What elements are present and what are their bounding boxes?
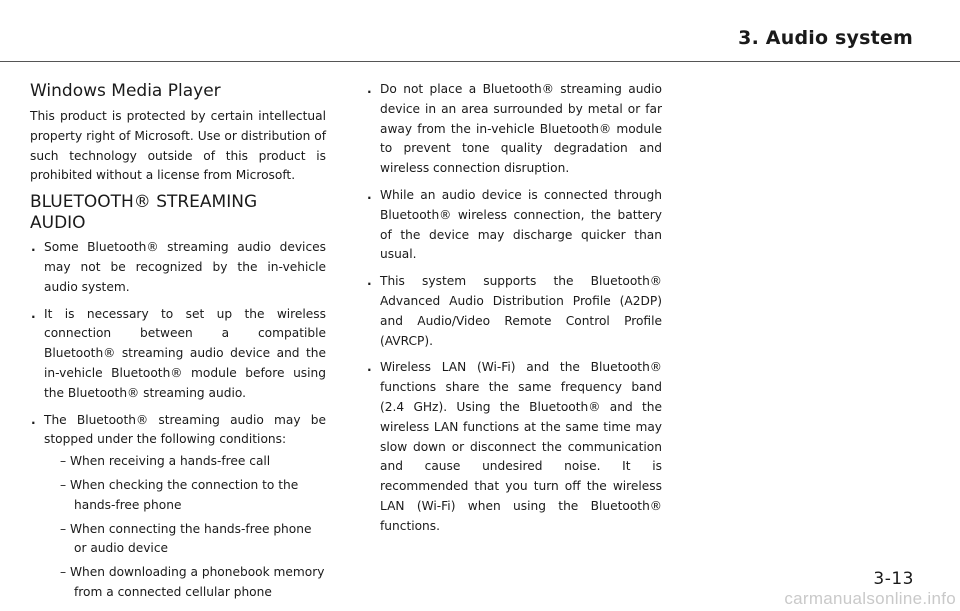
list-item: . While an audio device is connected through Bluetooth® wireless connection, the battery of the device may discharge quicker than usual. — [367, 187, 662, 262]
left-bullet-list — [30, 238, 326, 603]
right-bullet-list — [366, 80, 662, 537]
bullet-icon: . — [367, 187, 372, 202]
list-item: . It is necessary to set up the wireless connection between a compatible Bluetooth® streaming audio device and the in-vehicle Bluetooth® module before using the Bluetooth® streaming audio. — [31, 306, 326, 400]
bluetooth-heading-line1: BLUETOOTH® STREAMING — [30, 192, 258, 213]
condition-item: – When connecting the hands-free phone or audio device — [60, 521, 312, 556]
bullet-icon: . — [31, 412, 36, 427]
header-rule — [0, 61, 960, 62]
bullet-icon: . — [367, 274, 372, 289]
list-item: . Wireless LAN (Wi-Fi) and the Bluetooth® functions share the same frequency band (2.4 GHz). Using the Bluetooth® and the wireless LAN functions at the same time may slow down or disconnect the communication and cause undesired noise. It is recommended that you turn off the wireless LAN (Wi-Fi) when using the Bluetooth® functions. — [367, 360, 662, 533]
condition-item: – When checking the connection to the hands-free phone — [60, 477, 299, 512]
condition-list — [44, 452, 326, 603]
condition-item: – When downloading a phonebook memory from a connected cellular phone — [60, 565, 325, 599]
right-column — [366, 80, 662, 544]
bluetooth-heading-line2: AUDIO — [30, 213, 86, 234]
bluetooth-heading — [30, 192, 326, 234]
chapter-title: 3. Audio system — [738, 27, 913, 49]
bullet-icon: . — [367, 82, 372, 96]
watermark: carmanualsonline.info — [784, 589, 956, 608]
page-number: 3-13 — [873, 569, 914, 589]
wmp-paragraph: This product is protected by certain intellectual property right of Microsoft. Use or distribution of such technology outside of this product is prohibited without a license from Microsoft. — [30, 109, 326, 183]
bullet-icon: . — [31, 306, 36, 321]
list-item: . This system supports the Bluetooth® Advanced Audio Distribution Profile (A2DP) and Audio/Video Remote Control Profile (AVRCP). — [367, 274, 662, 348]
bullet-icon: . — [367, 360, 372, 375]
wmp-heading: Windows Media Player — [30, 81, 221, 101]
list-item: . The Bluetooth® streaming audio may be stopped under the following conditions: – When receiving a hands-free call – When checking the connection to the hands-free phone – When connecting the hands-free phone or audio device – When downloading a phonebook memory from a connected cellular phone — [30, 411, 326, 603]
left-column — [30, 80, 326, 610]
list-item: . Do not place a Bluetooth® streaming audio device in an area surrounded by metal or far away from the in-vehicle Bluetooth® module to prevent tone quality degradation and wireless connection disruption. — [367, 82, 662, 176]
list-item: . Some Bluetooth® streaming audio devices may not be recognized by the in-vehicle audio system. — [31, 240, 326, 294]
bullet-icon: . — [31, 240, 36, 255]
condition-item: – When receiving a hands-free call — [60, 454, 271, 469]
